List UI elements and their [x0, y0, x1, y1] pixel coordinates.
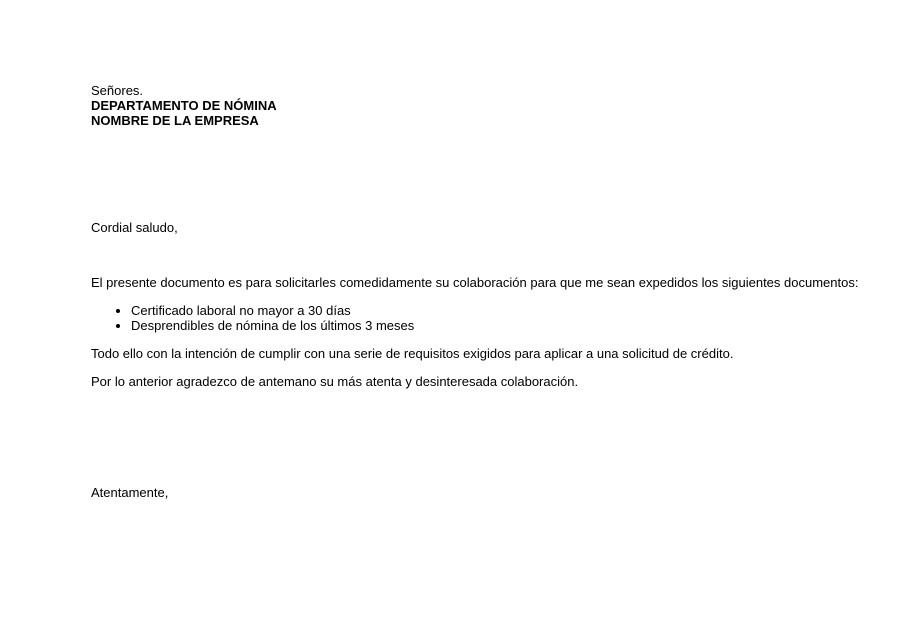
addressee-department: DEPARTAMENTO DE NÓMINA — [91, 98, 277, 113]
requested-documents-list — [91, 303, 891, 333]
addressee-company: NOMBRE DE LA EMPRESA — [91, 113, 259, 128]
thanks-paragraph: Por lo anterior agradezco de antemano su más atenta y desinteresada colaboración. — [91, 374, 579, 389]
list-item: • Desprendibles de nómina de los últimos 3 meses — [131, 318, 891, 333]
letter-body — [91, 83, 891, 500]
closing: Atentamente, — [91, 485, 169, 500]
addressee-salutation: Señores. — [91, 83, 144, 98]
greeting: Cordial saludo, — [91, 220, 178, 235]
purpose-paragraph: Todo ello con la intención de cumplir con una serie de requisitos exigidos para aplicar a una solicitud de crédito. — [91, 346, 734, 361]
list-item: • Certificado laboral no mayor a 30 días — [131, 303, 891, 318]
addressee-block — [91, 83, 891, 128]
intro-paragraph: El presente documento es para solicitarles comedidamente su colaboración para que me sean expedidos los siguientes documentos: — [91, 275, 859, 290]
